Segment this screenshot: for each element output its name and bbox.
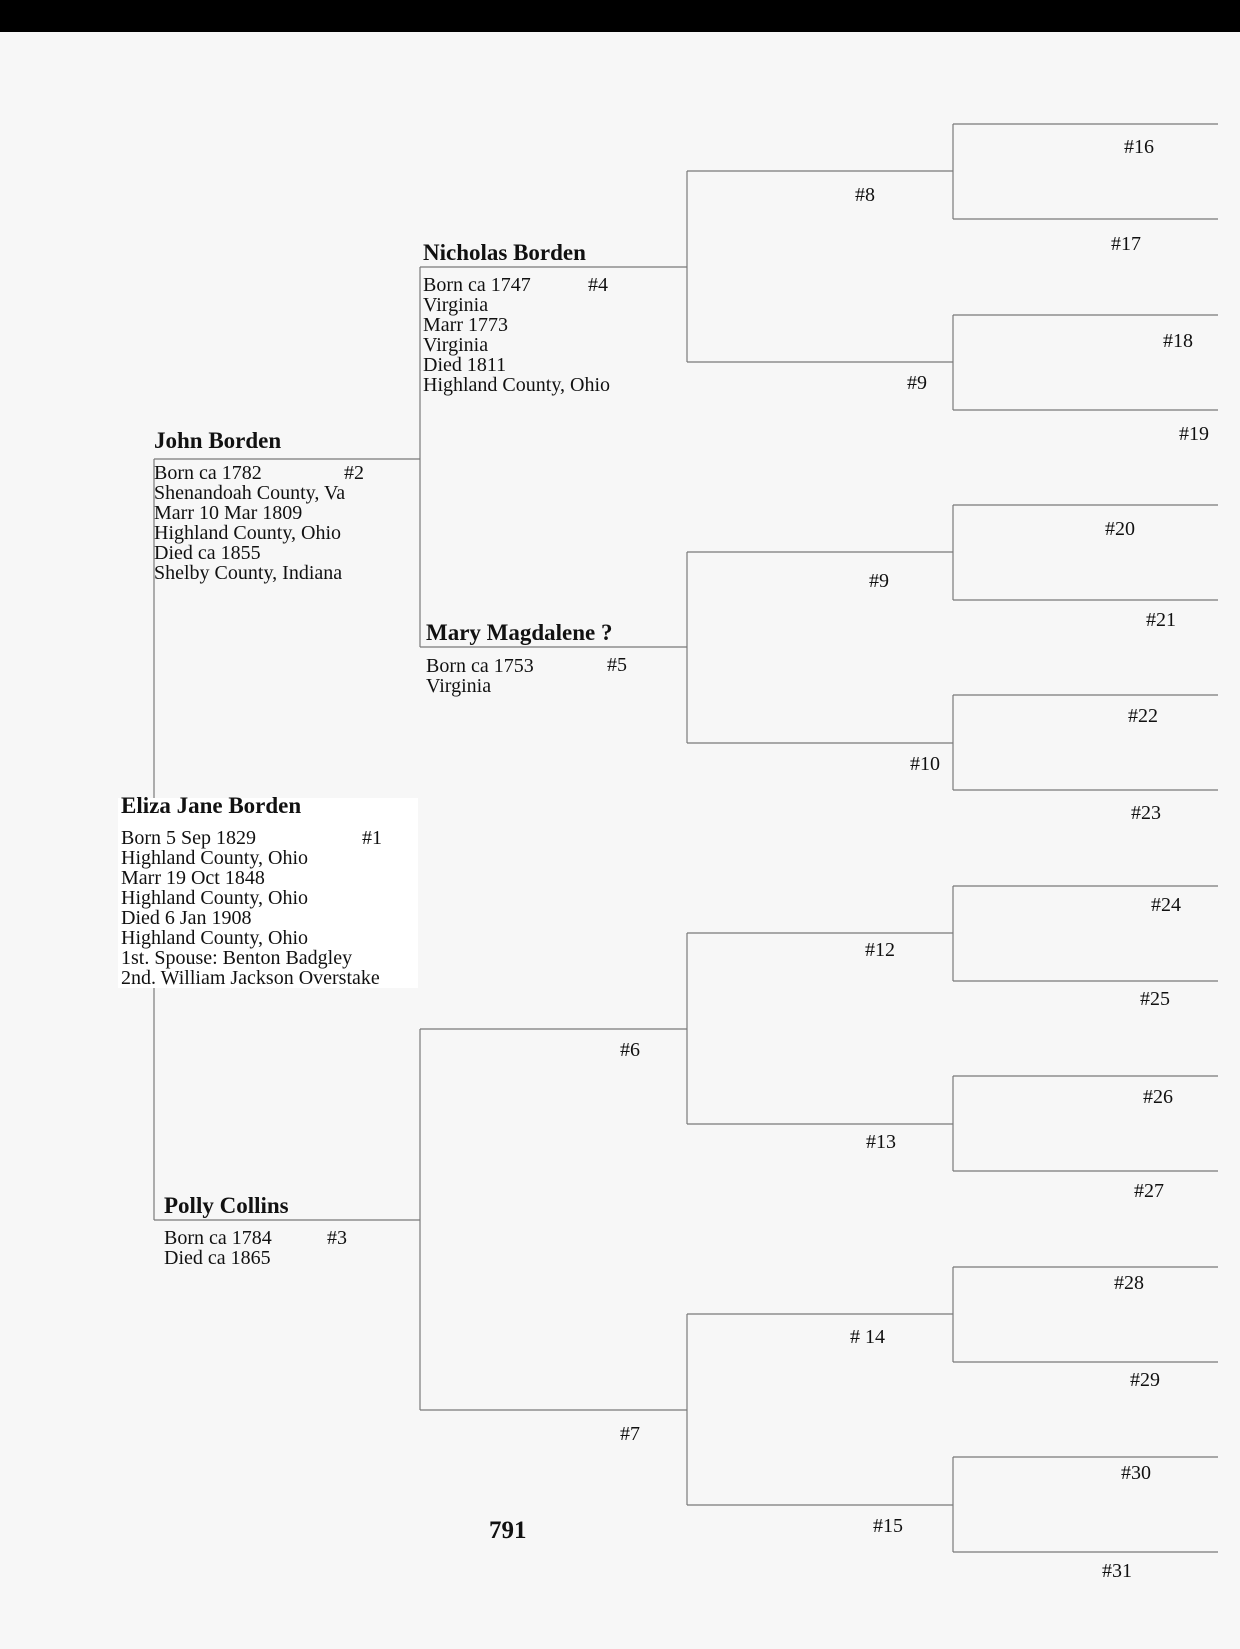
person-5-name: Mary Magdalene ? [426,620,613,645]
person-4-number: #4 [588,274,608,296]
ancestor-8-number: #8 [855,184,875,206]
person-2-line: Marr 10 Mar 1809 [154,502,303,524]
person-1-line: Marr 19 Oct 1848 [121,867,265,889]
ancestor-25-number: #25 [1140,988,1170,1010]
person-3-line: Born ca 1784 [164,1227,272,1249]
person-3-number: #3 [327,1227,347,1249]
ancestor-16-number: #16 [1124,136,1154,158]
person-1-name: Eliza Jane Borden [121,793,302,818]
ancestor-13-number: #13 [866,1131,896,1153]
person-2-name: John Borden [154,428,282,453]
ancestor-9-number: #9 [907,372,927,394]
person-2-line: Shelby County, Indiana [154,562,343,584]
person-3-details [164,1228,272,1268]
ancestor-21-number: #21 [1146,609,1176,631]
person-1-line: 2nd. William Jackson Overstake [121,967,380,989]
ancestor-28-number: #28 [1114,1272,1144,1294]
person-2-line: Highland County, Ohio [154,522,342,544]
ancestor-27-number: #27 [1134,1180,1164,1202]
person-3-line: Died ca 1865 [164,1247,271,1269]
ancestor-15-number: #15 [873,1515,903,1537]
ancestor-24-number: #24 [1151,894,1181,916]
person-1-line: Highland County, Ohio [121,927,309,949]
page-number: 791 [489,1517,527,1544]
ancestor-20-number: #20 [1105,518,1135,540]
person-4-line: Highland County, Ohio [423,374,611,396]
person-4-line: Born ca 1747 [423,274,531,296]
ancestor-7-number: #7 [620,1423,640,1445]
person-1-line: Born 5 Sep 1829 [121,827,256,849]
ancestor-23-number: #23 [1131,802,1161,824]
person-4-details [423,275,610,395]
person-2-details [154,463,345,583]
person-2-line: Born ca 1782 [154,462,262,484]
ancestor-30-number: #30 [1121,1462,1151,1484]
person-3-name: Polly Collins [164,1193,289,1218]
ancestor-9b-number: #9 [869,570,889,592]
ancestor-14-number: # 14 [850,1326,885,1348]
ancestor-18-number: #18 [1163,330,1193,352]
person-5-number: #5 [607,654,627,676]
person-5-details [426,656,534,696]
ancestor-17-number: #17 [1111,233,1141,255]
person-1-line: Highland County, Ohio [121,847,309,869]
person-5-line: Virginia [426,675,492,697]
person-4-name: Nicholas Borden [423,240,586,265]
person-2-number: #2 [344,462,364,484]
person-2-line: Shenandoah County, Va [154,482,346,504]
ancestor-26-number: #26 [1143,1086,1173,1108]
person-1-line: Highland County, Ohio [121,887,309,909]
person-1-line: 1st. Spouse: Benton Badgley [121,947,353,969]
ancestor-19-number: #19 [1179,423,1209,445]
person-1-line: Died 6 Jan 1908 [121,907,252,929]
person-4-line: Died 1811 [423,354,507,376]
person-1-number: #1 [362,827,382,849]
ancestor-22-number: #22 [1128,705,1158,727]
person-2-line: Died ca 1855 [154,542,261,564]
ancestor-31-number: #31 [1102,1560,1132,1582]
person-4-line: Virginia [423,334,489,356]
ancestor-12-number: #12 [865,939,895,961]
ancestor-29-number: #29 [1130,1369,1160,1391]
ancestor-10-number: #10 [910,753,940,775]
person-4-line: Marr 1773 [423,314,508,336]
person-4-line: Virginia [423,294,489,316]
person-1-details [121,828,380,988]
ancestor-6-number: #6 [620,1039,640,1061]
person-5-line: Born ca 1753 [426,655,534,677]
